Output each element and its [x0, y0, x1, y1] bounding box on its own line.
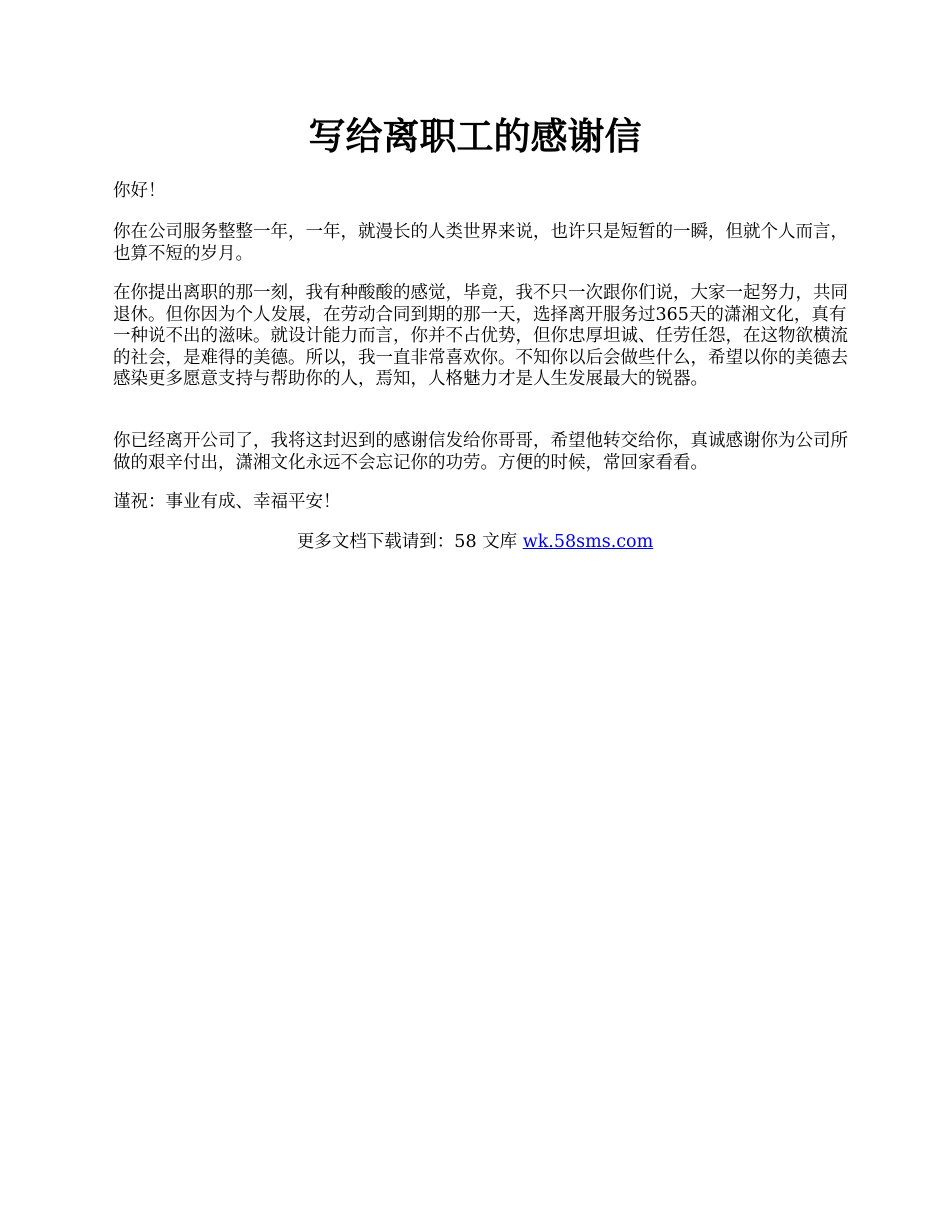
- download-footer: [0, 532, 950, 554]
- paragraph-2: 在你提出离职的那一刻，我有种酸酸的感觉，毕竟，我不只一次跟你们说，大家一起努力，共同退休。但你因为个人发展，在劳动合同到期的那一天，选择离开服务过365天的潇湘文化，真有一种说不出的滋味。就设计能力而言，你并不占优势，但你忠厚坦诚、任劳任怨，在这物欲横流的社会，是难得的美德。所以，我一直非常喜欢你。不知你以后会做些什么，希望以你的美德去感染更多愿意支持与帮助你的人，焉知，人格魅力才是人生发展最大的锐器。: [113, 283, 848, 389]
- paragraph-1: 你在公司服务整整一年，一年，就漫长的人类世界来说，也许只是短暂的一瞬，但就个人而言，也算不短的岁月。: [113, 222, 848, 264]
- footer-text: 更多文档下载请到：58 文库: [296, 532, 523, 552]
- greeting: 你好！: [113, 181, 166, 201]
- paragraph-3: 你已经离开公司了，我将这封迟到的感谢信发给你哥哥，希望他转交给你，真诚感谢你为公司所做的艰辛付出，潇湘文化永远不会忘记你的功劳。方便的时候，常回家看看。: [113, 431, 848, 473]
- footer-link[interactable]: wk.58sms.com: [522, 532, 654, 552]
- closing-line: 谨祝：事业有成、幸福平安！: [113, 492, 341, 512]
- document-title: 写给离职工的感谢信: [308, 114, 642, 158]
